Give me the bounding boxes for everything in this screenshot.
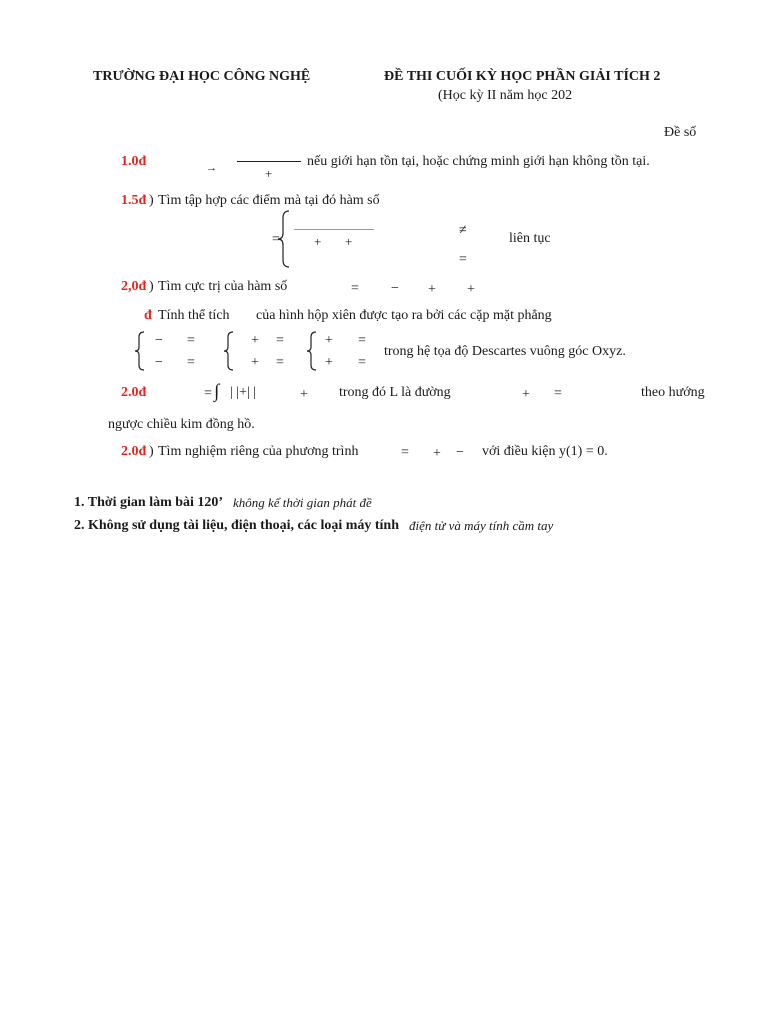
q6-plus: + bbox=[433, 446, 441, 461]
q6-text: Tìm nghiệm riêng của phương trình bbox=[158, 444, 359, 459]
q3-minus: − bbox=[391, 281, 399, 296]
q5-plus: + bbox=[300, 387, 308, 402]
q2-paren: ) bbox=[149, 193, 154, 208]
q4-sys2-op2: + bbox=[251, 355, 259, 370]
q3-plus-1: + bbox=[428, 282, 436, 297]
q5-plus-2: + bbox=[522, 387, 530, 402]
q4-points: đ bbox=[144, 308, 152, 323]
q4-sys1-op2: − bbox=[155, 355, 163, 370]
q1-points: 1.0đ bbox=[121, 154, 147, 169]
q4-sys1-op1: − bbox=[155, 333, 163, 348]
q5-text-1: trong đó L là đường bbox=[339, 385, 451, 400]
q5-abs-expr: | |+| | bbox=[230, 385, 257, 400]
q2-eq: = bbox=[272, 232, 280, 247]
q4-sys2-eq2: = bbox=[276, 355, 284, 370]
q5-text-3: ngược chiều kim đồng hồ. bbox=[108, 417, 255, 432]
q4-sys1-eq2: = bbox=[187, 355, 195, 370]
q3-paren: ) bbox=[149, 279, 154, 294]
q3-text: Tìm cực trị của hàm số bbox=[158, 279, 288, 294]
q4-sys2-op1: + bbox=[251, 333, 259, 348]
q4-sys3-op2: + bbox=[325, 355, 333, 370]
note-1-italic: không kể thời gian phát đề bbox=[233, 495, 372, 510]
q2-continuous-label: liên tục bbox=[509, 231, 551, 246]
exam-code-label: Đề số bbox=[664, 125, 697, 140]
q3-plus-2: + bbox=[467, 282, 475, 297]
q4-sys3-eq2: = bbox=[358, 355, 366, 370]
q1-plus: + bbox=[265, 166, 273, 181]
q2-plus-1: + bbox=[314, 234, 322, 249]
q6-eq: = bbox=[401, 445, 409, 460]
note-2-bold: 2. Không sử dụng tài liệu, điện thoại, các loại máy tính bbox=[74, 518, 400, 533]
q2-left-brace bbox=[277, 210, 291, 268]
q4-system-2-brace bbox=[223, 331, 235, 371]
note-2-italic: điện tử và máy tính cầm tay bbox=[409, 518, 554, 533]
q6-condition: với điều kiện y(1) = 0. bbox=[482, 444, 608, 459]
q2-points: 1.5đ bbox=[121, 193, 147, 208]
q4-sys2-eq1: = bbox=[276, 333, 284, 348]
q1-fraction-bar bbox=[237, 161, 301, 162]
q6-minus: − bbox=[456, 445, 464, 460]
q2-neq: ≠ bbox=[459, 223, 467, 238]
q4-system-3-brace bbox=[306, 331, 318, 371]
q2-plus-2: + bbox=[345, 234, 353, 249]
q5-integral: ∫ bbox=[214, 381, 220, 402]
q4-text-1: Tính thể tích bbox=[158, 308, 230, 323]
note-1-bold: 1. Thời gian làm bài 120’ bbox=[74, 495, 224, 510]
q3-eq: = bbox=[351, 281, 359, 296]
q4-sys3-op1: + bbox=[325, 333, 333, 348]
q4-sys1-eq1: = bbox=[187, 333, 195, 348]
q6-points: 2.0đ bbox=[121, 444, 147, 459]
q4-text-2: của hình hộp xiên được tạo ra bởi các cặp mặt phẳng bbox=[256, 308, 552, 323]
q2-text: Tìm tập hợp các điểm mà tại đó hàm số bbox=[158, 193, 380, 208]
q1-text: nếu giới hạn tồn tại, hoặc chứng minh giới hạn không tồn tại. bbox=[307, 154, 650, 169]
q5-text-2: theo hướng bbox=[641, 385, 705, 400]
q4-coord-text: trong hệ tọa độ Descartes vuông góc Oxyz. bbox=[384, 344, 626, 359]
q2-fraction-bar bbox=[294, 229, 374, 230]
q3-points: 2,0đ bbox=[121, 279, 147, 294]
q2-eq2: = bbox=[459, 252, 467, 267]
exam-title: ĐỀ THI CUỐI KỲ HỌC PHẦN GIẢI TÍCH 2 bbox=[384, 69, 661, 84]
q5-eq2: = bbox=[554, 386, 562, 401]
q5-points: 2.0đ bbox=[121, 385, 147, 400]
q1-arrow: → bbox=[206, 162, 217, 174]
q4-system-1-brace bbox=[134, 331, 146, 371]
q5-eq: = bbox=[204, 386, 212, 401]
q6-paren: ) bbox=[149, 444, 154, 459]
semester-line: (Học kỳ II năm học 202 bbox=[438, 88, 573, 103]
q4-sys3-eq1: = bbox=[358, 333, 366, 348]
university-name: TRƯỜNG ĐẠI HỌC CÔNG NGHỆ bbox=[93, 69, 311, 84]
